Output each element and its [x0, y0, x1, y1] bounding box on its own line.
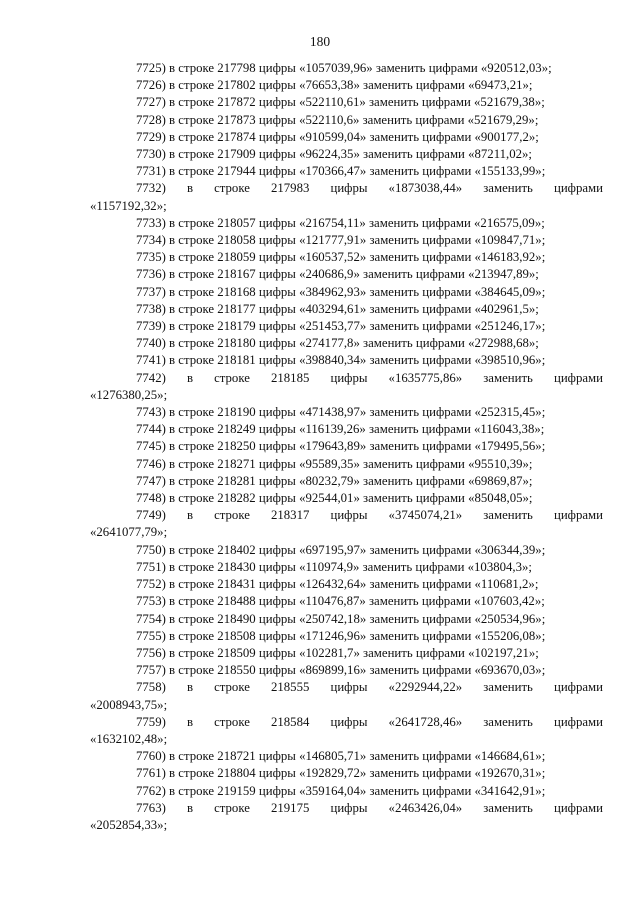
- list-item: [90, 180, 603, 214]
- entry-text: 7748) в строке 218282 цифры «92544,01» заменить цифрами «85048,05»;: [136, 491, 533, 506]
- list-item: [90, 490, 603, 507]
- entry-text: 7727) в строке 217872 цифры «522110,61» заменить цифрами «521679,38»;: [136, 95, 545, 110]
- list-item: [90, 421, 603, 438]
- list-item: [90, 284, 603, 301]
- entry-text: 7752) в строке 218431 цифры «126432,64» заменить цифрами «110681,2»;: [136, 577, 539, 592]
- entry-continuation: «1276380,25»;: [90, 387, 168, 402]
- list-item: [90, 146, 603, 163]
- entry-text: 7759) в строке 218584 цифры «2641728,46» заменить цифрами: [136, 714, 603, 729]
- list-item: [90, 370, 603, 404]
- entry-text: 7753) в строке 218488 цифры «110476,87» заменить цифрами «107603,42»;: [136, 594, 545, 609]
- entry-text: 7726) в строке 217802 цифры «76653,38» заменить цифрами «69473,21»;: [136, 78, 533, 93]
- list-item: [90, 576, 603, 593]
- entry-text: 7745) в строке 218250 цифры «179643,89» заменить цифрами «179495,56»;: [136, 439, 546, 454]
- list-item: [90, 163, 603, 180]
- entry-text: 7732) в строке 217983 цифры «1873038,44» заменить цифрами: [136, 181, 603, 196]
- list-item: [90, 800, 603, 834]
- entry-text: 7756) в строке 218509 цифры «102281,7» заменить цифрами «102197,21»;: [136, 645, 539, 660]
- entry-text: 7755) в строке 218508 цифры «171246,96» заменить цифрами «155206,08»;: [136, 628, 546, 643]
- list-item: [90, 593, 603, 610]
- entry-continuation: «2641077,79»;: [90, 525, 168, 540]
- entry-text: 7734) в строке 218058 цифры «121777,91» заменить цифрами «109847,71»;: [136, 233, 546, 248]
- entry-text: 7754) в строке 218490 цифры «250742,18» заменить цифрами «250534,96»;: [136, 611, 546, 626]
- list-item: [90, 335, 603, 352]
- entry-text: 7736) в строке 218167 цифры «240686,9» заменить цифрами «213947,89»;: [136, 267, 539, 282]
- entry-text: 7757) в строке 218550 цифры «869899,16» заменить цифрами «693670,03»;: [136, 663, 546, 678]
- entry-text: 7733) в строке 218057 цифры «216754,11» заменить цифрами «216575,09»;: [136, 215, 545, 230]
- entry-text: 7760) в строке 218721 цифры «146805,71» заменить цифрами «146684,61»;: [136, 749, 546, 764]
- list-item: [90, 748, 603, 765]
- list-item: [90, 611, 603, 628]
- entry-text: 7741) в строке 218181 цифры «398840,34» заменить цифрами «398510,96»;: [136, 353, 546, 368]
- entry-text: 7746) в строке 218271 цифры «95589,35» заменить цифрами «95510,39»;: [136, 456, 533, 471]
- list-item: [90, 628, 603, 645]
- entry-text: 7761) в строке 218804 цифры «192829,72» заменить цифрами «192670,31»;: [136, 766, 546, 781]
- entry-text: 7742) в строке 218185 цифры «1635775,86» заменить цифрами: [136, 370, 603, 385]
- entry-text: 7763) в строке 219175 цифры «2463426,04» заменить цифрами: [136, 800, 603, 815]
- list-item: [90, 301, 603, 318]
- list-item: [90, 129, 603, 146]
- entry-text: 7738) в строке 218177 цифры «403294,61» заменить цифрами «402961,5»;: [136, 301, 539, 316]
- list-item: [90, 249, 603, 266]
- list-item: [90, 507, 603, 541]
- entry-text: 7740) в строке 218180 цифры «274177,8» заменить цифрами «272988,68»;: [136, 336, 539, 351]
- list-item: [90, 662, 603, 679]
- list-item: [90, 232, 603, 249]
- entry-text: 7750) в строке 218402 цифры «697195,97» заменить цифрами «306344,39»;: [136, 542, 546, 557]
- entry-text: 7729) в строке 217874 цифры «910599,04» заменить цифрами «900177,2»;: [136, 129, 539, 144]
- entry-text: 7758) в строке 218555 цифры «2292944,22» заменить цифрами: [136, 680, 603, 695]
- list-item: [90, 542, 603, 559]
- entry-text: 7735) в строке 218059 цифры «160537,52» заменить цифрами «146183,92»;: [136, 250, 546, 265]
- list-item: [90, 679, 603, 713]
- entry-text: 7744) в строке 218249 цифры «116139,26» заменить цифрами «116043,38»;: [136, 422, 545, 437]
- entry-text: 7725) в строке 217798 цифры «1057039,96» заменить цифрами «920512,03»;: [136, 61, 552, 75]
- list-item: [90, 112, 603, 129]
- entry-continuation: «2008943,75»;: [90, 697, 168, 712]
- list-item: [90, 404, 603, 421]
- list-item: [90, 714, 603, 748]
- list-item: [90, 94, 603, 111]
- entry-text: 7730) в строке 217909 цифры «96224,35» заменить цифрами «87211,02»;: [136, 147, 532, 162]
- list-item: [90, 215, 603, 232]
- list-item: [90, 318, 603, 335]
- amendment-list: [90, 60, 603, 834]
- entry-text: 7751) в строке 218430 цифры «110974,9» заменить цифрами «103804,3»;: [136, 559, 532, 574]
- entry-continuation: «1157192,32»;: [90, 198, 167, 213]
- list-item: [90, 473, 603, 490]
- entry-text: 7739) в строке 218179 цифры «251453,77» заменить цифрами «251246,17»;: [136, 319, 546, 334]
- entry-text: 7747) в строке 218281 цифры «80232,79» заменить цифрами «69869,87»;: [136, 473, 533, 488]
- list-item: [90, 783, 603, 800]
- page-number: 180: [309, 34, 331, 49]
- list-item: [90, 438, 603, 455]
- list-item: [90, 645, 603, 662]
- list-item: [90, 352, 603, 369]
- list-item: [90, 765, 603, 782]
- entry-continuation: «2052854,33»;: [90, 817, 168, 832]
- list-item: [90, 77, 603, 94]
- entry-text: 7731) в строке 217944 цифры «170366,47» заменить цифрами «155133,99»;: [136, 164, 546, 179]
- entry-text: 7749) в строке 218317 цифры «3745074,21» заменить цифрами: [136, 508, 603, 523]
- entry-text: 7743) в строке 218190 цифры «471438,97» заменить цифрами «252315,45»;: [136, 405, 546, 420]
- list-item: [90, 60, 603, 77]
- entry-text: 7762) в строке 219159 цифры «359164,04» заменить цифрами «341642,91»;: [136, 783, 546, 798]
- entry-text: 7728) в строке 217873 цифры «522110,6» заменить цифрами «521679,29»;: [136, 112, 539, 127]
- list-item: [90, 456, 603, 473]
- list-item: [90, 559, 603, 576]
- entry-text: 7737) в строке 218168 цифры «384962,93» заменить цифрами «384645,09»;: [136, 284, 546, 299]
- list-item: [90, 266, 603, 283]
- entry-continuation: «1632102,48»;: [90, 731, 168, 746]
